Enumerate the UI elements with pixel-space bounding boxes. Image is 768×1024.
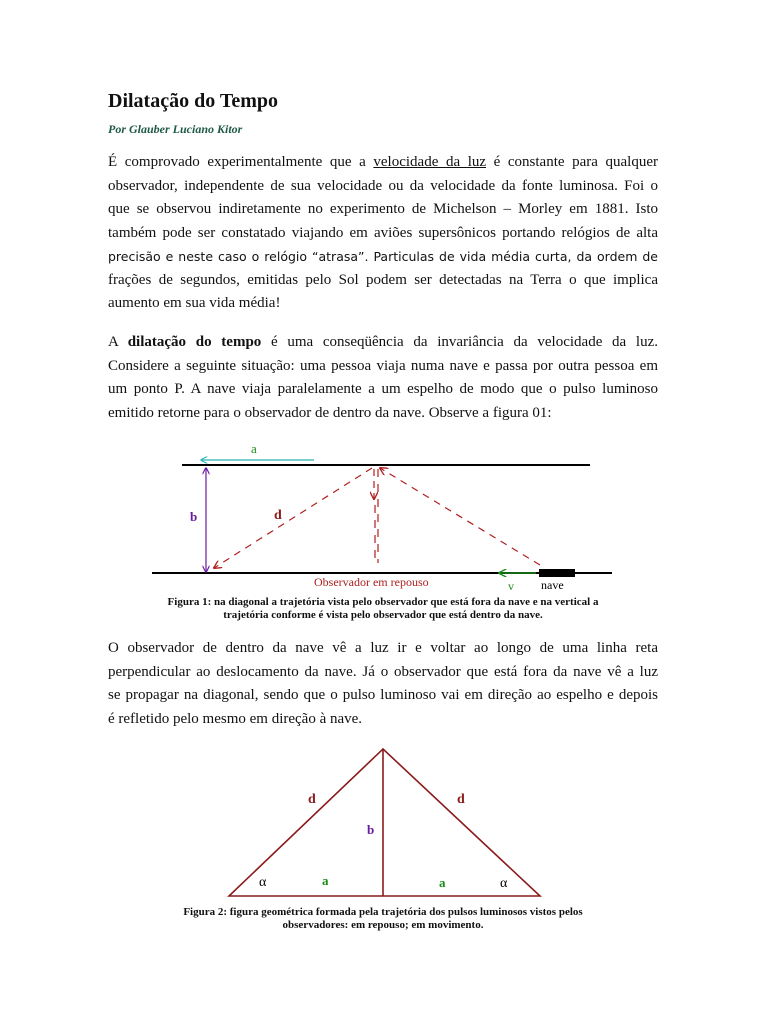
light-path-left — [214, 468, 372, 568]
paragraph-intro — [108, 151, 658, 316]
caption-line: Figura 2: figura geométrica formada pela trajetória dos pulsos luminosos vistos pelos — [183, 906, 583, 918]
paragraph-line: Considere a seguinte situação: uma pessoa viaja numa nave e passa por outra pessoa em — [108, 357, 658, 374]
paragraph-line: aumento em sua vida média! — [108, 295, 281, 311]
label-alpha-right: α — [500, 876, 508, 891]
figure-1-diagram — [0, 435, 768, 595]
text-segment: A — [108, 334, 128, 350]
paragraph-line — [108, 151, 658, 175]
label-d-left: d — [308, 792, 316, 807]
caption-line: observadores: em repouso; em movimento. — [282, 919, 484, 931]
speed-of-light-link[interactable]: velocidade da luz — [373, 154, 487, 170]
label-a-right: a — [439, 875, 446, 890]
caption-line: trajetória conforme é vista pelo observador que está dentro da nave. — [223, 609, 543, 621]
label-a-left: a — [322, 873, 329, 888]
paragraph-line: que se observou indiretamente no experimento de Michelson – Morley em 1881. Isto — [108, 201, 658, 217]
paragraph-line: se propagar na diagonal, sendo que o pulso luminoso vai em direção ao espelho e depois — [108, 687, 658, 703]
page-title: Dilatação do Tempo — [108, 90, 279, 112]
paragraph-line: emitido retorne para o observador de dentro da nave. Observe a figura 01: — [108, 404, 552, 421]
caption-line: Figura 1: na diagonal a trajetória vista pelo observador que está fora da nave e na vertical a — [167, 596, 599, 608]
paragraph-observer — [108, 637, 658, 731]
author-byline: Por Glauber Luciano Kitor — [108, 122, 243, 136]
text-segment: é constante para qualquer — [486, 154, 659, 170]
triangle — [229, 749, 540, 896]
paragraph-time-dilation — [108, 331, 658, 425]
observer-label: Observador em repouso — [314, 575, 429, 589]
label-b: b — [367, 822, 375, 837]
paragraph-line: precisão e neste caso o relógio “atrasa”. Particulas de vida média curta, da ordem de — [108, 249, 658, 264]
label-d: d — [274, 508, 282, 523]
label-nave: nave — [541, 578, 564, 592]
figure-2-caption — [108, 906, 658, 932]
label-a: a — [251, 441, 257, 456]
paragraph-line: O observador de dentro da nave vê a luz ir e voltar ao longo de uma linha reta — [108, 640, 658, 656]
text-segment: É comprovado experimentalmente que a — [108, 154, 374, 170]
text-segment: é uma conseqüência da invariância da velocidade da luz. — [261, 334, 658, 350]
paragraph-line: um ponto P. A nave viaja paralelamente a um espelho de modo que o pulso luminoso — [108, 381, 658, 397]
paragraph-line: frações de segundos, emitidas pelo Sol podem ser detectadas na Terra o que implica — [108, 271, 658, 288]
spaceship-icon — [539, 569, 575, 577]
paragraph-line: perpendicular ao deslocamento da nave. Já o observador que está fora da nave vê a luz — [108, 663, 658, 680]
paragraph-line: também pode ser constatado viajando em aviões supersônicos portando relógios de alta — [108, 224, 658, 241]
paragraph-line: observador, independente de sua velocidade ou da velocidade da fonte luminosa. Foi o — [108, 177, 658, 194]
light-path-right — [380, 468, 540, 565]
label-alpha-left: α — [259, 875, 267, 890]
bold-term: dilatação do tempo — [127, 334, 262, 350]
paragraph-line — [108, 331, 658, 355]
label-d-right: d — [457, 792, 465, 807]
label-v: v — [508, 579, 514, 593]
paragraph-line: é refletido pelo mesmo em direção à nave. — [108, 710, 363, 727]
label-b: b — [190, 509, 198, 524]
figure-2-diagram — [0, 745, 768, 905]
figure-1-caption — [108, 596, 658, 622]
